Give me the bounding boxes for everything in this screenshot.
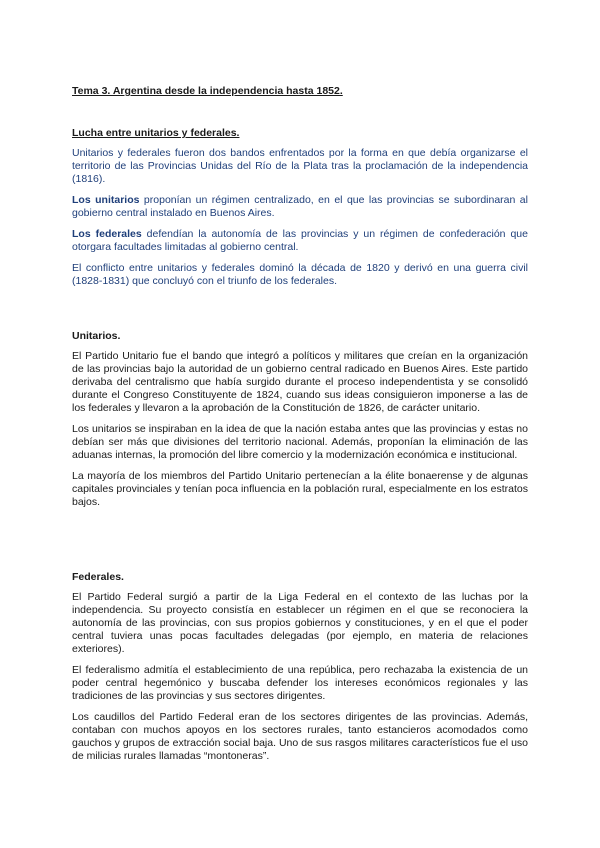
unitarios-term: Los unitarios: [72, 194, 140, 206]
federales-paragraph-3: Los caudillos del Partido Federal eran de los sectores dirigentes de las provincias. Además, contaban con muchos apoyos en los sectores rurales, tanto estancieros acomodados como gauchos y grupos de extracción social baja. Uno de sus rasgos militares característicos fue el uso de milicias rurales llamadas “montoneras”.: [72, 711, 528, 762]
federales-paragraph-2: El federalismo admitía el establecimiento de una república, pero rechazaba la existencia de un poder central hegemónico y buscaba defender los intereses económicos regionales y las tradiciones de las provincias y sus sectores dirigentes.: [72, 664, 528, 702]
document-title: Tema 3. Argentina desde la independencia hasta 1852.: [72, 85, 343, 97]
federales-term: Los federales: [72, 228, 142, 240]
federales-definition: defendían la autonomía de las provincias y un régimen de confederación que otorgara facultades limitadas al gobierno central.: [72, 228, 528, 253]
section-heading-lucha: Lucha entre unitarios y federales.: [72, 127, 240, 139]
section-lucha: [72, 127, 528, 296]
unitarios-paragraph-3: La mayoría de los miembros del Partido Unitario pertenecían a la élite bonaerense y de algunas capitales provinciales y tenían poca influencia en la población rural, especialmente en los estratos bajos.: [72, 470, 528, 508]
unitarios-paragraph-1: El Partido Unitario fue el bando que integró a políticos y militares que creían en la organización de las provincias bajo la autoridad de un gobierno central radicado en Buenos Aires. Este partido derivaba del centralismo que había surgido durante el proceso independentista y se consolidó durante el Congreso Constituyente de 1824, cuando sus ideas consiguieron imponerse a las de los federales y llevaron a la aprobación de la Constitución de 1826, de carácter unitario.: [72, 350, 528, 414]
unitarios-paragraph-2: Los unitarios se inspiraban en la idea de que la nación estaba antes que las provincias y estas no debían ser más que divisiones del territorio nacional. Además, proponían la eliminación de las aduanas internas, la promoción del libre comercio y la modernización económica e institucional.: [72, 423, 528, 461]
section-heading-unitarios: Unitarios.: [72, 330, 121, 342]
section-federales: [72, 571, 528, 771]
unitarios-definition: proponían un régimen centralizado, en el que las provincias se subordinaran al gobierno central instalado en Buenos Aires.: [72, 194, 528, 219]
section-heading-federales: Federales.: [72, 571, 124, 583]
lucha-intro-paragraph: Unitarios y federales fueron dos bandos enfrentados por la forma en que debía organizarse el territorio de las Provincias Unidas del Río de la Plata tras la proclamación de la independencia (1816).: [72, 147, 528, 185]
lucha-conflict-paragraph: El conflicto entre unitarios y federales dominó la década de 1820 y derivó en una guerra civil (1828-1831) que concluyó con el triunfo de los federales.: [72, 262, 528, 287]
section-unitarios: [72, 330, 528, 517]
document-page: [72, 0, 528, 848]
lucha-federales-paragraph: [72, 228, 528, 254]
lucha-unitarios-paragraph: [72, 194, 528, 220]
federales-paragraph-1: El Partido Federal surgió a partir de la Liga Federal en el contexto de las luchas por la independencia. Su proyecto consistía en establecer un régimen en el que se reconociera la autonomía de las provincias, con sus propios gobiernos y constituciones, y en el que el poder central tuviera unas pocas facultades delegadas (por ejemplo, en materia de relaciones exteriores).: [72, 591, 528, 655]
